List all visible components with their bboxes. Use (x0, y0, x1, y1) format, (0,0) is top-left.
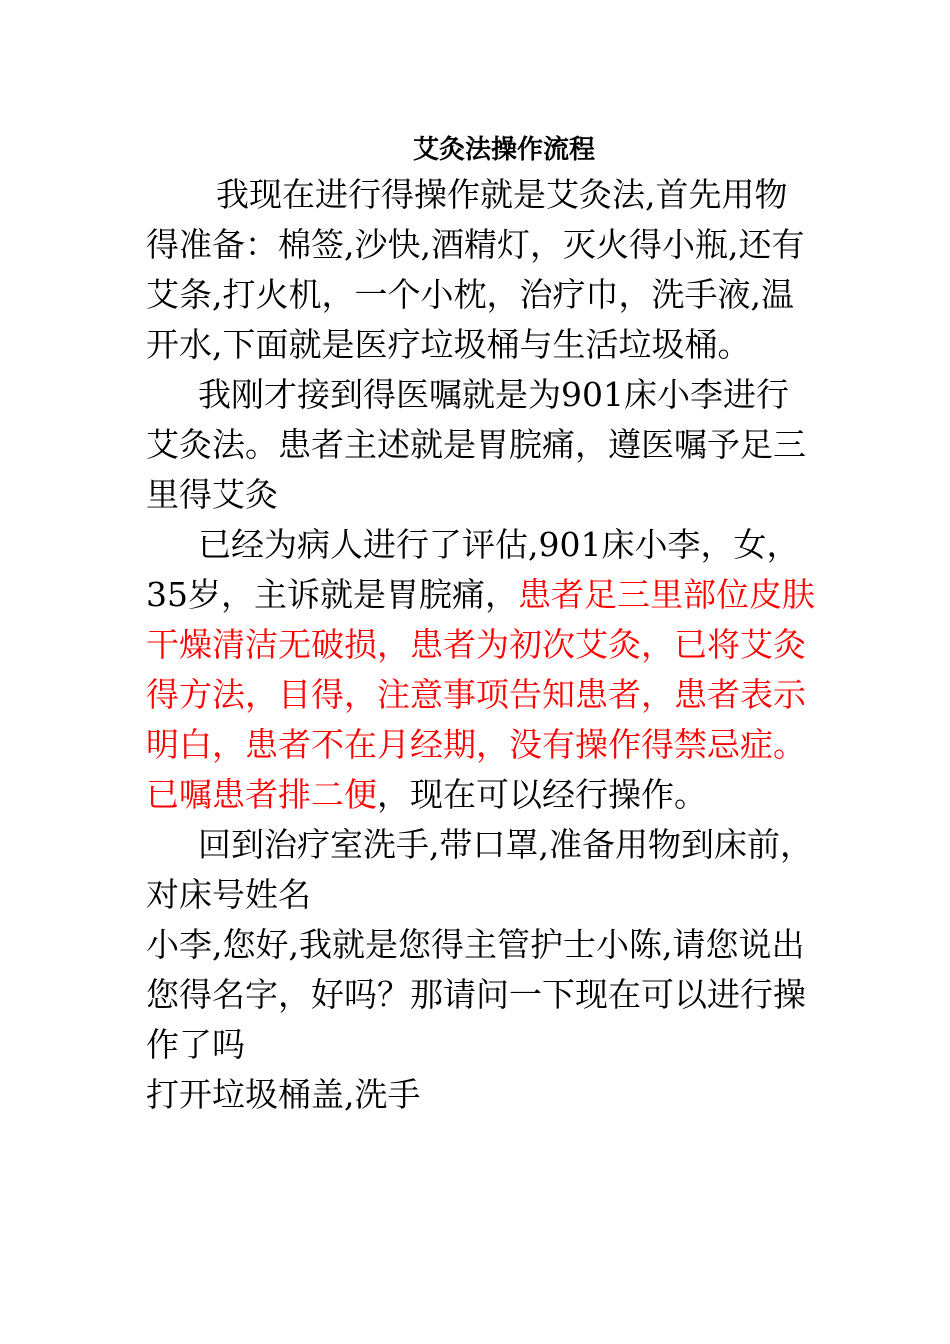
paragraph-doctor-order: 我刚才接到得医嘱就是为901床小李进行艾灸法。患者主述就是胃脘痛，遵医嘱予足三里得艾灸 (146, 375, 806, 514)
paragraph-greeting: 小李,您好,我就是您得主管护士小陈,请您说出您得名字，好吗？那请问一下现在可以进行操作了吗 (146, 925, 806, 1064)
assessment-text-end: ，现在可以经行操作。 (377, 775, 707, 814)
paragraph-supplies: 我现在进行得操作就是艾灸法,首先用物得准备：棉签,沙快,酒精灯，灭火得小瓶,还有艾条,打火机，一个小枕，治疗巾，洗手液,温开水,下面就是医疗垃圾桶与生活垃圾桶。 (146, 175, 805, 364)
paragraph-preparation: 回到治疗室洗手,带口罩,准备用物到床前，对床号姓名 (146, 825, 813, 914)
assessment-text: 已经为病人进行了评估,901床小李，女，35岁，主诉就是胃脘痛， (146, 525, 800, 614)
paragraph-handwash: 打开垃圾桶盖,洗手 (146, 1075, 421, 1114)
document-body (146, 170, 816, 1120)
paragraph-assessment (146, 520, 816, 820)
assessment-highlight: 患者足三里部位皮肤干燥清洁无破损，患者为初次艾灸，已将艾灸得方法，目得，注意事项告知患者，患者表示明白，患者不在月经期，没有操作得禁忌症。已嘱患者排二便 (146, 575, 815, 814)
document-title: 艾灸法操作流程 (412, 135, 595, 165)
